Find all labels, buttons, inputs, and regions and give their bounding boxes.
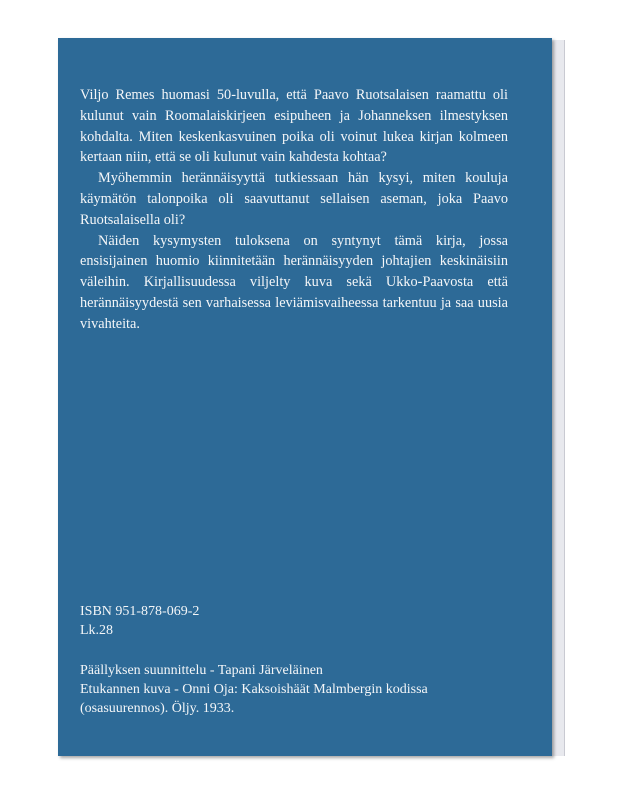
publication-info (80, 602, 199, 640)
cover-design-credit: Päällyksen suunnittelu - Tapani Järveläinen (80, 663, 323, 678)
classification: Lk.28 (80, 623, 114, 638)
blurb-text (80, 85, 508, 335)
back-cover (58, 38, 552, 756)
blurb-paragraph-1: Viljo Remes huomasi 50-luvulla, että Paavo Ruotsalaisen raamattu oli kulunut vain Roomalaiskirjeen esipuheen ja Johanneksen ilmestyksen kohdalta. Miten keskenkasvuinen poika oli voinut lukea kirjan kolmeen kertaan niin, että se oli kulunut vain kahdesta kohtaa? (80, 87, 508, 166)
blurb-paragraph-3: Näiden kysymysten tuloksena on syntynyt tämä kirja, jossa ensisijainen huomio kiinnitetään herännäisyyden johtajien keskinäisiin väleihin. Kirjallisuudessa viljelty kuva sekä Ukko-Paavosta että herännäisyydestä sen varhaisessa leviämisvaiheessa tarkentuu ja saa uusia vivahteita. (80, 232, 508, 332)
credits (80, 661, 428, 718)
blurb-paragraph-2: Myöhemmin herännäisyyttä tutkiessaan hän kysyi, miten kouluja käymätön talonpoika oli saavuttanut sellaisen aseman, joka Paavo Ruotsalaisella oli? (80, 170, 508, 228)
front-image-credit-detail: (osasuurennos). Öljy. 1933. (80, 701, 235, 716)
isbn: ISBN 951-878-069-2 (80, 604, 200, 619)
front-image-credit: Etukannen kuva - Onni Oja: Kaksoishäät Malmbergin kodissa (80, 682, 428, 697)
